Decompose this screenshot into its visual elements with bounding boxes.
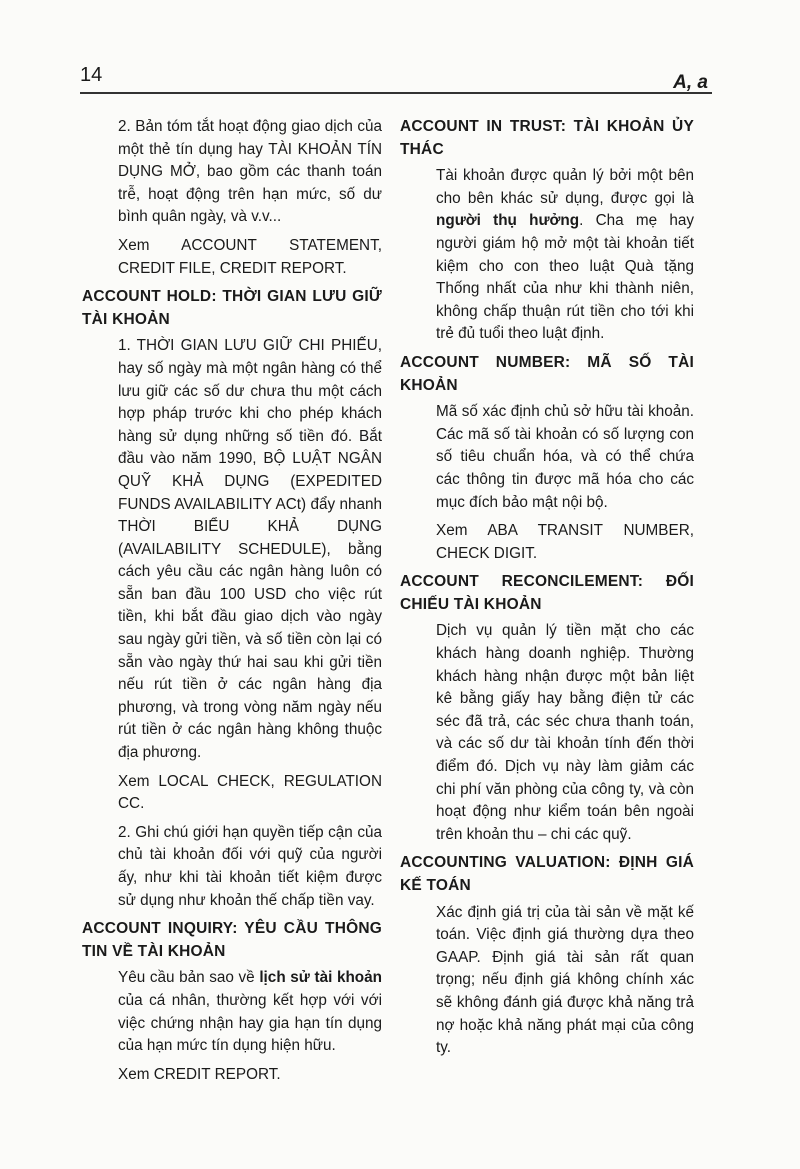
entry-term: ACCOUNT IN TRUST: TÀI KHOẢN ỦY THÁC <box>400 118 694 158</box>
entry-account-statement-cont <box>82 116 382 280</box>
entry-account-in-trust <box>400 116 694 346</box>
page-number: 14 <box>80 64 103 86</box>
text-run: Tài khoản được quản lý bởi một bên cho bên khác sử dụng, được gọi là <box>436 167 694 207</box>
bold-term: lịch sử tài khoản <box>259 969 382 987</box>
text-run: Yêu cầu bản sao về <box>118 969 260 987</box>
definition-paragraph: 2. Ghi chú giới hạn quyền tiếp cận của chủ tài khoản đối với quỹ của người ấy, như khi tài khoản tiết kiệm được sử dụng như khoản thế chấp tiền vay. <box>118 823 382 909</box>
entry-term: ACCOUNT RECONCILEMENT: ĐỐI CHIẾU TÀI KHOẢN <box>400 573 694 613</box>
see-also: Xem CREDIT REPORT. <box>118 1065 281 1083</box>
definition-paragraph: 2. Bản tóm tắt hoạt động giao dịch của một thẻ tín dụng hay TÀI KHOẢN TÍN DỤNG MỞ, bao gồm các thanh toán trễ, hoạt động trên hạn mức, số dư bình quân ngày, và v.v... <box>118 118 382 226</box>
entry-term: ACCOUNT INQUIRY: YÊU CẦU THÔNG TIN VỀ TÀI KHOẢN <box>82 920 382 960</box>
left-column <box>82 116 382 1092</box>
definition-paragraph: Xác định giá trị của tài sản về mặt kế toán. Việc định giá thường dựa theo GAAP. Định giá tài sản rất quan trọng; nếu định giá không chính xác sẽ không đánh giá được khả năng trả nợ hoặc khả năng phát mại của công ty. <box>436 903 694 1057</box>
definition-paragraph <box>82 967 382 1057</box>
entry-account-number <box>400 352 694 565</box>
entry-account-inquiry <box>82 918 382 1086</box>
bold-term: người thụ hưởng <box>436 212 580 230</box>
text-run: . Cha mẹ hay người giám hộ mở một tài khoản tiết kiệm cho con theo luật Quà tặng Thống nhất của như khi thành niên, không chấp thuận rút tiền cho tới khi trẻ đủ tuổi theo luật định. <box>436 212 694 343</box>
see-also: Xem ACCOUNT STATEMENT, CREDIT FILE, CREDIT REPORT. <box>118 236 382 277</box>
running-head: A, a <box>673 72 708 93</box>
entry-account-reconcilement <box>400 571 694 846</box>
entry-account-hold <box>82 286 382 912</box>
entry-accounting-valuation <box>400 852 694 1059</box>
text-run: của cá nhân, thường kết hợp với với việc chứng nhận hay gia hạn tín dụng của hạn mức tín dụng hiện hữu. <box>118 991 382 1055</box>
definition-paragraph: Mã số xác định chủ sở hữu tài khoản. Các mã số tài khoản có số lượng con số tiêu chuẩn hóa, và có thể chứa các thông tin được mã hóa cho các mục đích bảo mật nội bộ. <box>436 403 694 511</box>
right-column <box>400 116 694 1066</box>
definition-paragraph: 1. THỜI GIAN LƯU GIỮ CHI PHIẾU, hay số ngày mà một ngân hàng có thể lưu giữ các số dư chưa thu một cách hợp pháp trước khi cho phép khách hàng sử dụng những số tiền đó. Bắt đầu vào năm 1990, BỘ LUẬT NGÂN QUỸ KHẢ DỤNG (EXPEDITED FUNDS AVAILABILITY ACt) đẩy nhanh THỜI BIỂU KHẢ DỤNG (AVAILABILITY SCHEDULE), bằng cách yêu cầu các ngân hàng luôn có sẵn ban đầu 100 USD cho việc rút tiền, khi bắt đầu giao dịch vào ngày sau ngày gửi tiền, và số tiền còn lại có sẵn vào ngày thứ hai sau khi gửi tiền nếu rút tiền ở các ngân hàng địa phương, và trong vòng năm ngày nếu rút tiền ở các ngân hàng không thuộc địa phương. <box>118 337 382 762</box>
definition-paragraph: Dịch vụ quản lý tiền mặt cho các khách hàng doanh nghiệp. Thường khách hàng nhận được một bản liệt kê bằng giấy hay bằng điện tử các séc đã trả, các séc chưa thanh toán, và các số dư tài khoản tính đến thời điểm đó. Dịch vụ này làm giảm các chi phí văn phòng của công ty, và còn hoạt động như kiểm toán bên ngoài trên khoản thu – chi các quỹ. <box>436 622 694 843</box>
entry-term: ACCOUNT HOLD: THỜI GIAN LƯU GIỮ TÀI KHOẢN <box>82 288 382 328</box>
entry-term: ACCOUNT NUMBER: MÃ SỐ TÀI KHOẢN <box>400 353 694 394</box>
definition-paragraph <box>400 165 694 346</box>
header-rule <box>80 92 712 94</box>
see-also: Xem ABA TRANSIT NUMBER, CHECK DIGIT. <box>436 522 694 562</box>
entry-term: ACCOUNTING VALUATION: ĐỊNH GIÁ KẾ TOÁN <box>400 854 694 894</box>
see-also: Xem LOCAL CHECK, REGULATION CC. <box>118 772 382 813</box>
